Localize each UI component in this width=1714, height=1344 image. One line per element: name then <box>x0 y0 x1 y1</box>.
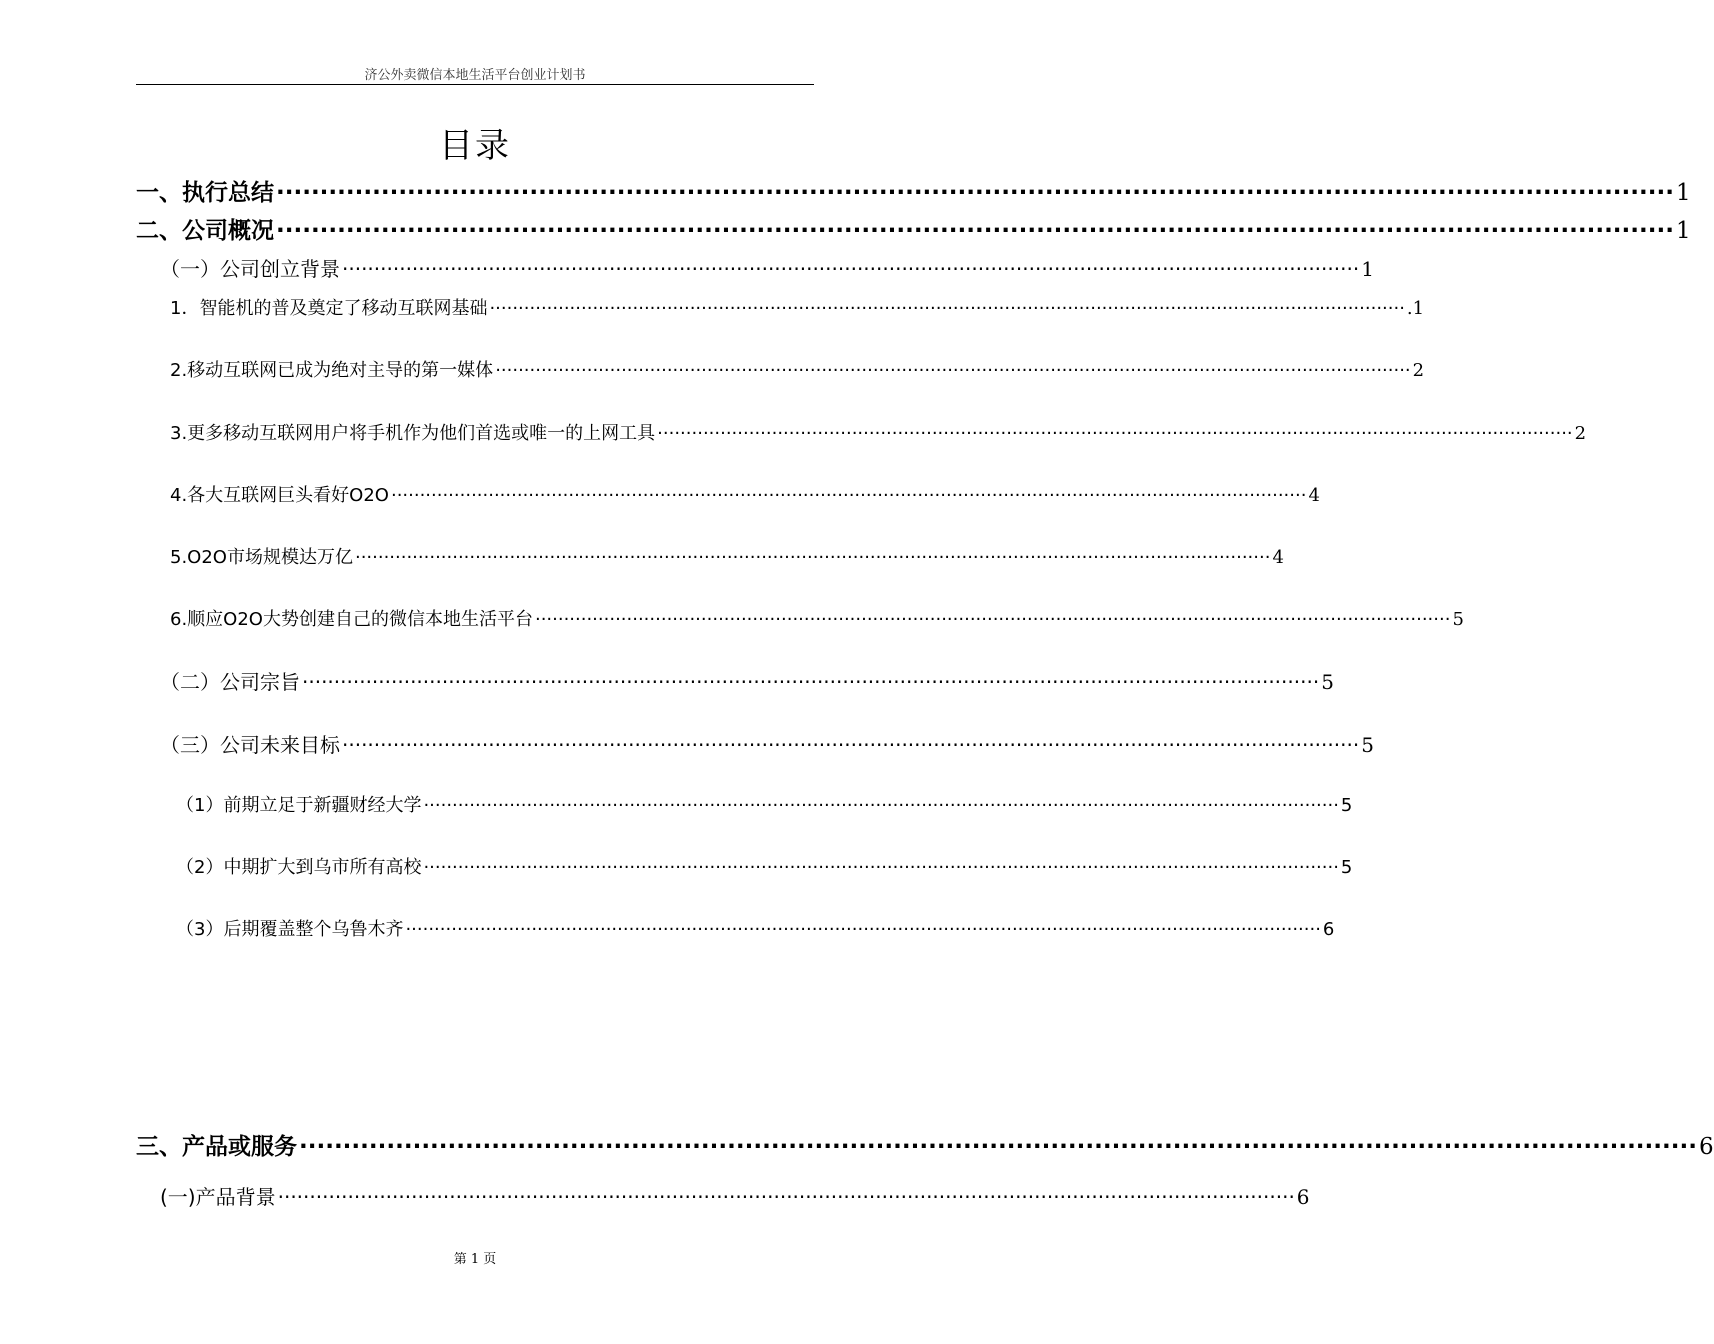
toc-leader-dots: ································································································································································ <box>405 919 1321 940</box>
toc-entry[interactable] <box>160 253 1374 282</box>
toc-entry-text: （2）中期扩大到乌市所有高校 <box>176 857 422 878</box>
toc-page-number: 6 <box>1296 1185 1310 1209</box>
toc-entry[interactable] <box>136 212 1691 245</box>
toc-page-number: 1 <box>1675 218 1691 244</box>
toc-entry[interactable] <box>176 791 1353 817</box>
header-divider <box>136 84 814 85</box>
toc-entry-text: 二、公司概况 <box>136 218 274 244</box>
toc-leader-dots: ································································································································································ <box>423 795 1339 816</box>
toc-page-number: 6 <box>1322 919 1335 940</box>
toc-entry-text: 4.各大互联网巨头看好O2O <box>170 485 389 506</box>
toc-entry[interactable] <box>136 1128 1714 1161</box>
toc-entry[interactable] <box>160 729 1374 758</box>
toc-page-number: .1 <box>1406 298 1425 319</box>
running-header: 济公外卖微信本地生活平台创业计划书 <box>364 68 586 83</box>
toc-leader-dots: ································································································································································ <box>534 609 1451 630</box>
toc-entry[interactable] <box>170 481 1320 507</box>
toc-leader-dots: ································································································································································ <box>390 485 1307 506</box>
page-title: 目录 <box>439 126 511 166</box>
toc-page-number: 5 <box>1361 733 1374 757</box>
toc-entry-text: （一）公司创立背景 <box>160 257 340 281</box>
toc-leader-dots: ································································································································································ <box>276 218 1674 244</box>
toc-leader-dots: ································································································································································ <box>342 257 1360 281</box>
toc-entry-text: 三、产品或服务 <box>136 1134 297 1160</box>
toc-page-number: 5 <box>1340 795 1353 816</box>
toc-entry[interactable] <box>160 666 1334 695</box>
toc-leader-dots: ································································································································································ <box>423 857 1339 878</box>
toc-page-number: 1 <box>1361 257 1374 281</box>
toc-page-number: 6 <box>1698 1134 1714 1160</box>
toc-entry[interactable] <box>170 419 1587 445</box>
toc-leader-dots: ································································································································································ <box>495 360 1411 381</box>
toc-entry-text: 一、执行总结 <box>136 180 274 206</box>
toc-entry-text: （三）公司未来目标 <box>160 733 340 757</box>
toc-page-number: 5 <box>1340 857 1353 878</box>
page-footer: 第 1 页 <box>453 1252 497 1267</box>
toc-entry[interactable] <box>170 294 1425 320</box>
toc-leader-dots: ································································································································································ <box>276 180 1674 206</box>
toc-leader-dots: ································································································································································ <box>299 1134 1697 1160</box>
toc-page-number: 4 <box>1272 547 1284 568</box>
toc-entry[interactable] <box>170 605 1464 631</box>
toc-entry-text: （二）公司宗旨 <box>160 670 300 694</box>
toc-entry[interactable] <box>176 915 1335 941</box>
toc-entry-text: （1）前期立足于新疆财经大学 <box>176 795 422 816</box>
toc-entry[interactable] <box>136 174 1691 207</box>
toc-page-number: 5 <box>1321 670 1334 694</box>
toc-leader-dots: ································································································································································ <box>342 733 1360 757</box>
toc-entry[interactable] <box>170 356 1425 382</box>
toc-entry[interactable] <box>176 853 1353 879</box>
toc-leader-dots: ································································································································································ <box>277 1185 1295 1209</box>
toc-leader-dots: ································································································································································ <box>302 670 1320 694</box>
toc-page-number: 4 <box>1308 485 1320 506</box>
toc-entry-text: 2.移动互联网已成为绝对主导的第一媒体 <box>170 360 494 381</box>
toc-page-number: 2 <box>1412 360 1425 381</box>
toc-entry-text: (一)产品背景 <box>160 1185 276 1209</box>
toc-leader-dots: ································································································································································ <box>489 298 1405 319</box>
toc-page-number: 5 <box>1452 609 1464 630</box>
toc-page-number: 1 <box>1675 180 1691 206</box>
toc-leader-dots: ································································································································································ <box>657 423 1573 444</box>
toc-entry-text: 1．智能机的普及奠定了移动互联网基础 <box>170 298 488 319</box>
toc-entry-text: 3.更多移动互联网用户将手机作为他们首选或唯一的上网工具 <box>170 423 656 444</box>
toc-entry[interactable] <box>170 543 1284 569</box>
toc-leader-dots: ································································································································································ <box>354 547 1271 568</box>
toc-entry-text: 5.O2O市场规模达万亿 <box>170 547 353 568</box>
toc-entry-text: 6.顺应O2O大势创建自己的微信本地生活平台 <box>170 609 533 630</box>
toc-page-number: 2 <box>1574 423 1587 444</box>
toc-entry-text: （3）后期覆盖整个乌鲁木齐 <box>176 919 404 940</box>
toc-entry[interactable] <box>160 1181 1310 1210</box>
